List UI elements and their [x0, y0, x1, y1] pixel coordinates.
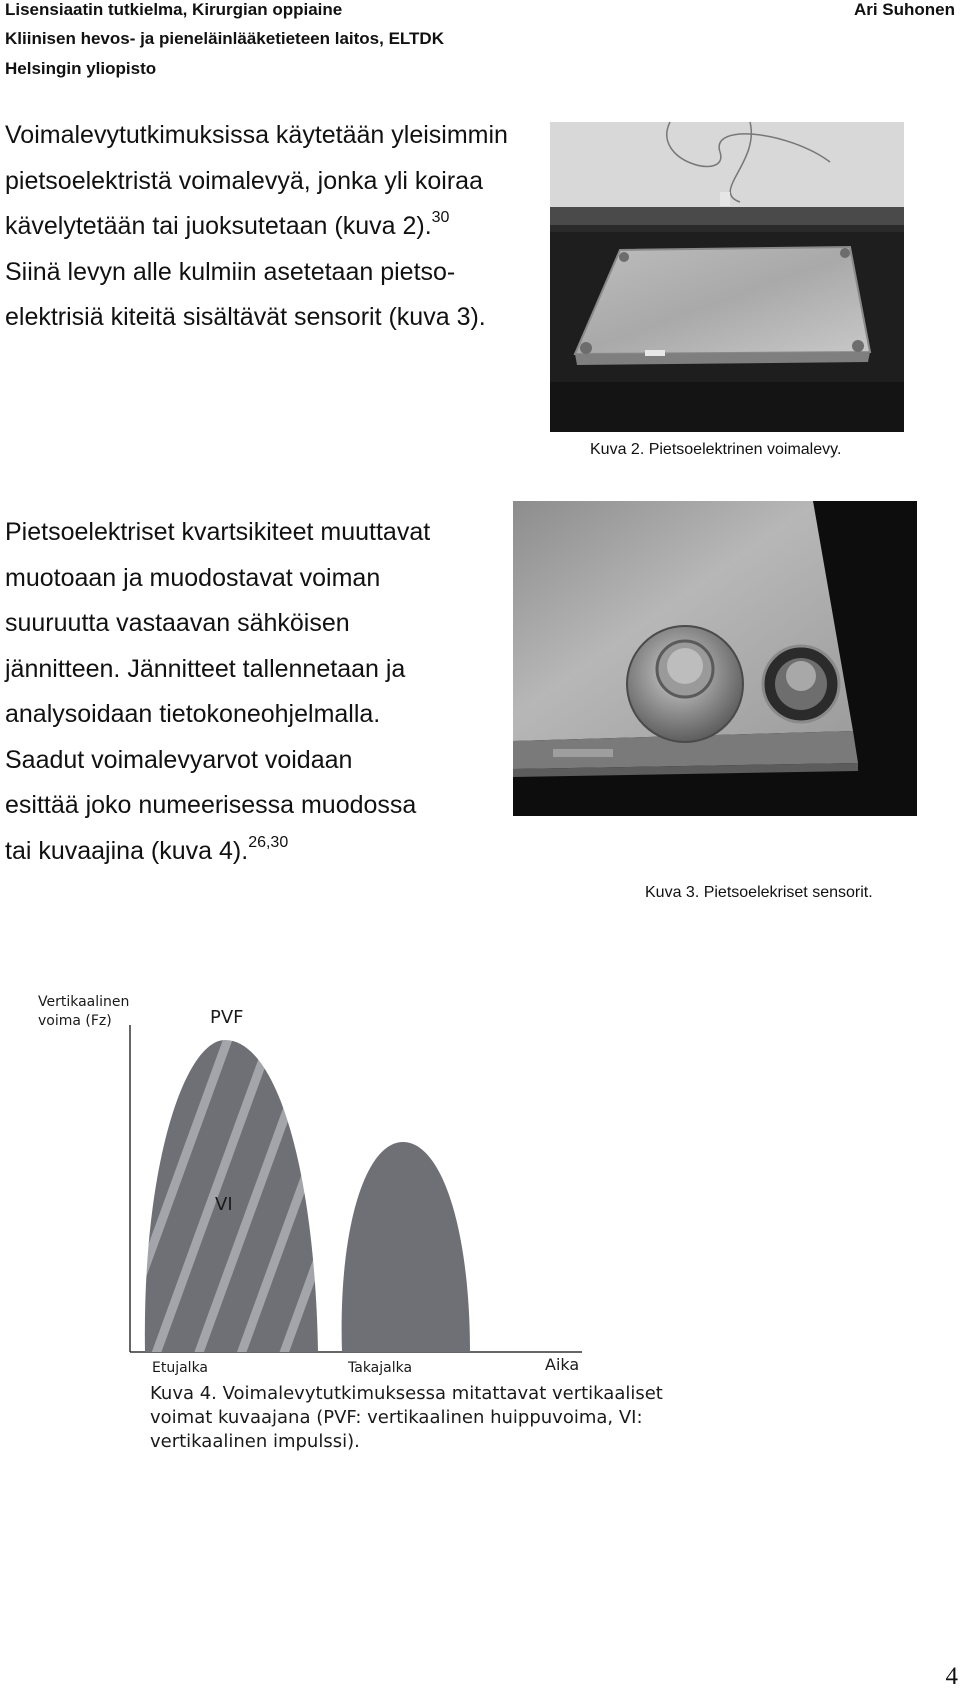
paragraph-2-line: Pietsoelektriset kvartsikiteet muuttavat [5, 518, 431, 546]
area-label: VI [215, 1194, 233, 1215]
force-plate-photo [550, 122, 904, 432]
header-author: Ari Suhonen [853, 0, 955, 19]
page-number: 4 [945, 1663, 958, 1690]
paragraph-2-line: esittää joko numeerisessa muodossa [5, 791, 417, 819]
paragraph-2 [5, 510, 505, 874]
header-institution-line3: Helsingin yliopisto [5, 59, 157, 78]
header-institution-line1: Lisensiaatin tutkielma, Kirurgian oppiaine [5, 0, 343, 19]
paragraph-2-line: jännitteen. Jännitteet tallennetaan ja [5, 654, 406, 683]
header-institution-line2: Kliinisen hevos- ja pieneläinlääketieteen laitos, ELTDK [5, 29, 444, 48]
paragraph-1-line: Siinä levyn alle kulmiin asetetaan pietso- [5, 257, 456, 286]
paragraph-2-line: Saadut voimalevyarvot voidaan [5, 745, 353, 774]
paragraph-2-line: analysoidaan tietokoneohjelmalla. [5, 700, 381, 728]
x-label-hind-limb: Takajalka [348, 1360, 413, 1376]
citation-ref: 26,30 [248, 833, 289, 851]
y-axis-label-line1: Vertikaalinen [38, 994, 130, 1010]
sensor-photo [513, 501, 917, 816]
x-label-front-limb: Etujalka [152, 1360, 209, 1376]
paragraph-2-line: tai kuvaajina (kuva 4).$^{26,30}$ [5, 833, 289, 865]
paragraph-2-line: suuruutta vastaavan sähköisen [5, 609, 350, 637]
paragraph-1-line: pietsoelektristä voimalevyä, jonka yli koiraa [5, 166, 483, 195]
figure-4-caption-line3: vertikaalinen impulssi). [150, 1431, 360, 1452]
citation-ref: 30 [431, 209, 450, 226]
paragraph-1-line: Voimalevytutkimuksissa käytetään yleisimmin [5, 121, 508, 149]
x-axis-label: Aika [545, 1355, 580, 1374]
figure-2-caption: Kuva 2. Pietsoelektrinen voimalevy. [590, 441, 842, 458]
hind-limb-curve [342, 1142, 470, 1352]
y-axis-label-line2: voima (Fz) [38, 1013, 112, 1029]
paragraph-1-line: kävelytetään tai juoksutetaan (kuva 2).$^{30}$ [5, 209, 450, 240]
force-curve-diagram [30, 985, 720, 1455]
figure-4-caption-line1: Kuva 4. Voimalevytutkimuksessa mitattavat vertikaaliset [150, 1383, 663, 1404]
paragraph-2-line: muotoaan ja muodostavat voiman [5, 563, 381, 592]
peak-label: PVF [210, 1007, 244, 1028]
figure-4-caption-line2: voimat kuvaajana (PVF: vertikaalinen huippuvoima, VI: [150, 1407, 643, 1428]
figure-3-caption: Kuva 3. Pietsoelekriset sensorit. [645, 884, 873, 901]
paragraph-1 [5, 113, 545, 341]
paragraph-1-line: elektrisiä kiteitä sisältävät sensorit (kuva 3). [5, 303, 486, 331]
